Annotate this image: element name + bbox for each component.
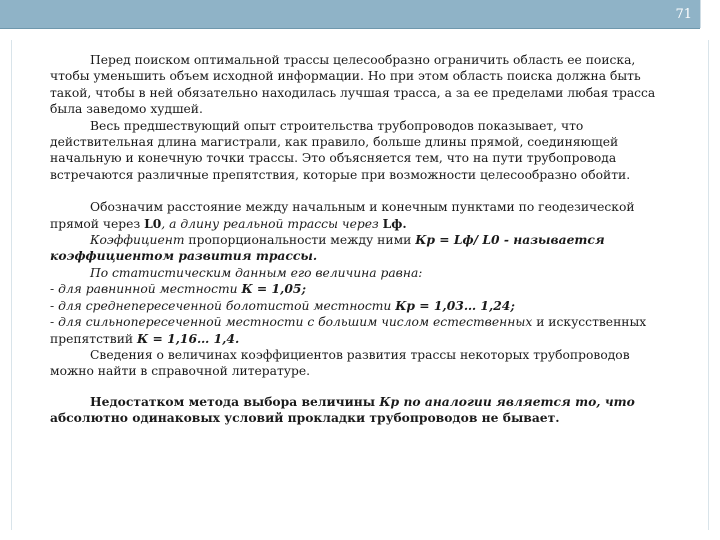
symbol-l0: L0 [144, 215, 162, 231]
paragraph-route-length: Весь предшествующий опыт строительства трубопроводов показывает, что действительная длина магистрали, как правило, больше длины прямой, соединяющей начальную и конечную точки трассы. Это объясняется тем, что на пути трубопровода встречаются различные препятствия, которые при возможности целесообразно обойти. [50, 118, 631, 182]
paragraph-drawback [50, 394, 656, 427]
paragraph-statistics [50, 265, 656, 281]
swamp-terrain-value: Кр = 1,03… 1,24; [395, 297, 515, 313]
header-corner [700, 0, 720, 28]
right-border-line [708, 40, 709, 530]
paragraph-notation [50, 199, 656, 232]
rough-terrain-label-cont: и искусственных препятствий [50, 315, 647, 346]
drawback-text-end: абсолютно одинаковых условий прокладки трубопроводов не бывает. [50, 410, 560, 426]
rough-terrain-label: - для сильнопересеченной местности с большим числом естественных [50, 315, 533, 330]
notation-period: . [402, 215, 407, 231]
spacer [50, 380, 656, 394]
swamp-terrain-label: - для среднепересеченной болотистой местности [50, 298, 396, 313]
rough-terrain-value: К = 1,16… 1,4. [137, 330, 240, 346]
paragraph-search-area: Перед поиском оптимальной трассы целесообразно ограничить область ее поиска, чтобы уменьшить объем исходной информации. Но при этом область поиска должна быть такой, чтобы в ней обязательно находилась лучшая трасса, а за ее пределами любая трасса была заведомо худшей. [50, 53, 656, 117]
notation-text: Обозначим расстояние между начальным и конечным пунктами по геодезической прямой через [50, 200, 635, 231]
paragraph-reference: Сведения о величинах коэффициентов развития трассы некоторых трубопроводов можно найти в справочной литературе. [50, 347, 630, 379]
statistics-text: По статистическим данным его величина равна: [90, 265, 423, 280]
notation-text-italic: , а длину реальной трассы через [161, 216, 383, 231]
drawback-text-italic: Кр по аналогии является то, что [379, 393, 635, 409]
list-item-flat [50, 281, 656, 297]
flat-terrain-label: - для равнинной местности [50, 282, 242, 297]
paragraph-coefficient [50, 232, 656, 265]
slide-header [0, 0, 720, 30]
left-border-line [11, 40, 12, 530]
list-item-rough [50, 314, 656, 347]
coefficient-word: Коэффициент [90, 233, 185, 248]
header-bar [0, 0, 700, 29]
slide-body [50, 52, 656, 427]
page-number: 71 [675, 7, 692, 22]
spacer [50, 183, 656, 199]
coefficient-text: пропорциональности между ними [184, 233, 416, 248]
list-item-swamp [50, 298, 656, 314]
flat-terrain-value: К = 1,05; [241, 281, 306, 297]
coefficient-formula: Кр = Lф/ L0 - называется коэффициентом развития трассы. [50, 232, 605, 264]
symbol-lf: Lф [382, 215, 403, 231]
drawback-text: Недостатком метода выбора величины [90, 393, 380, 409]
